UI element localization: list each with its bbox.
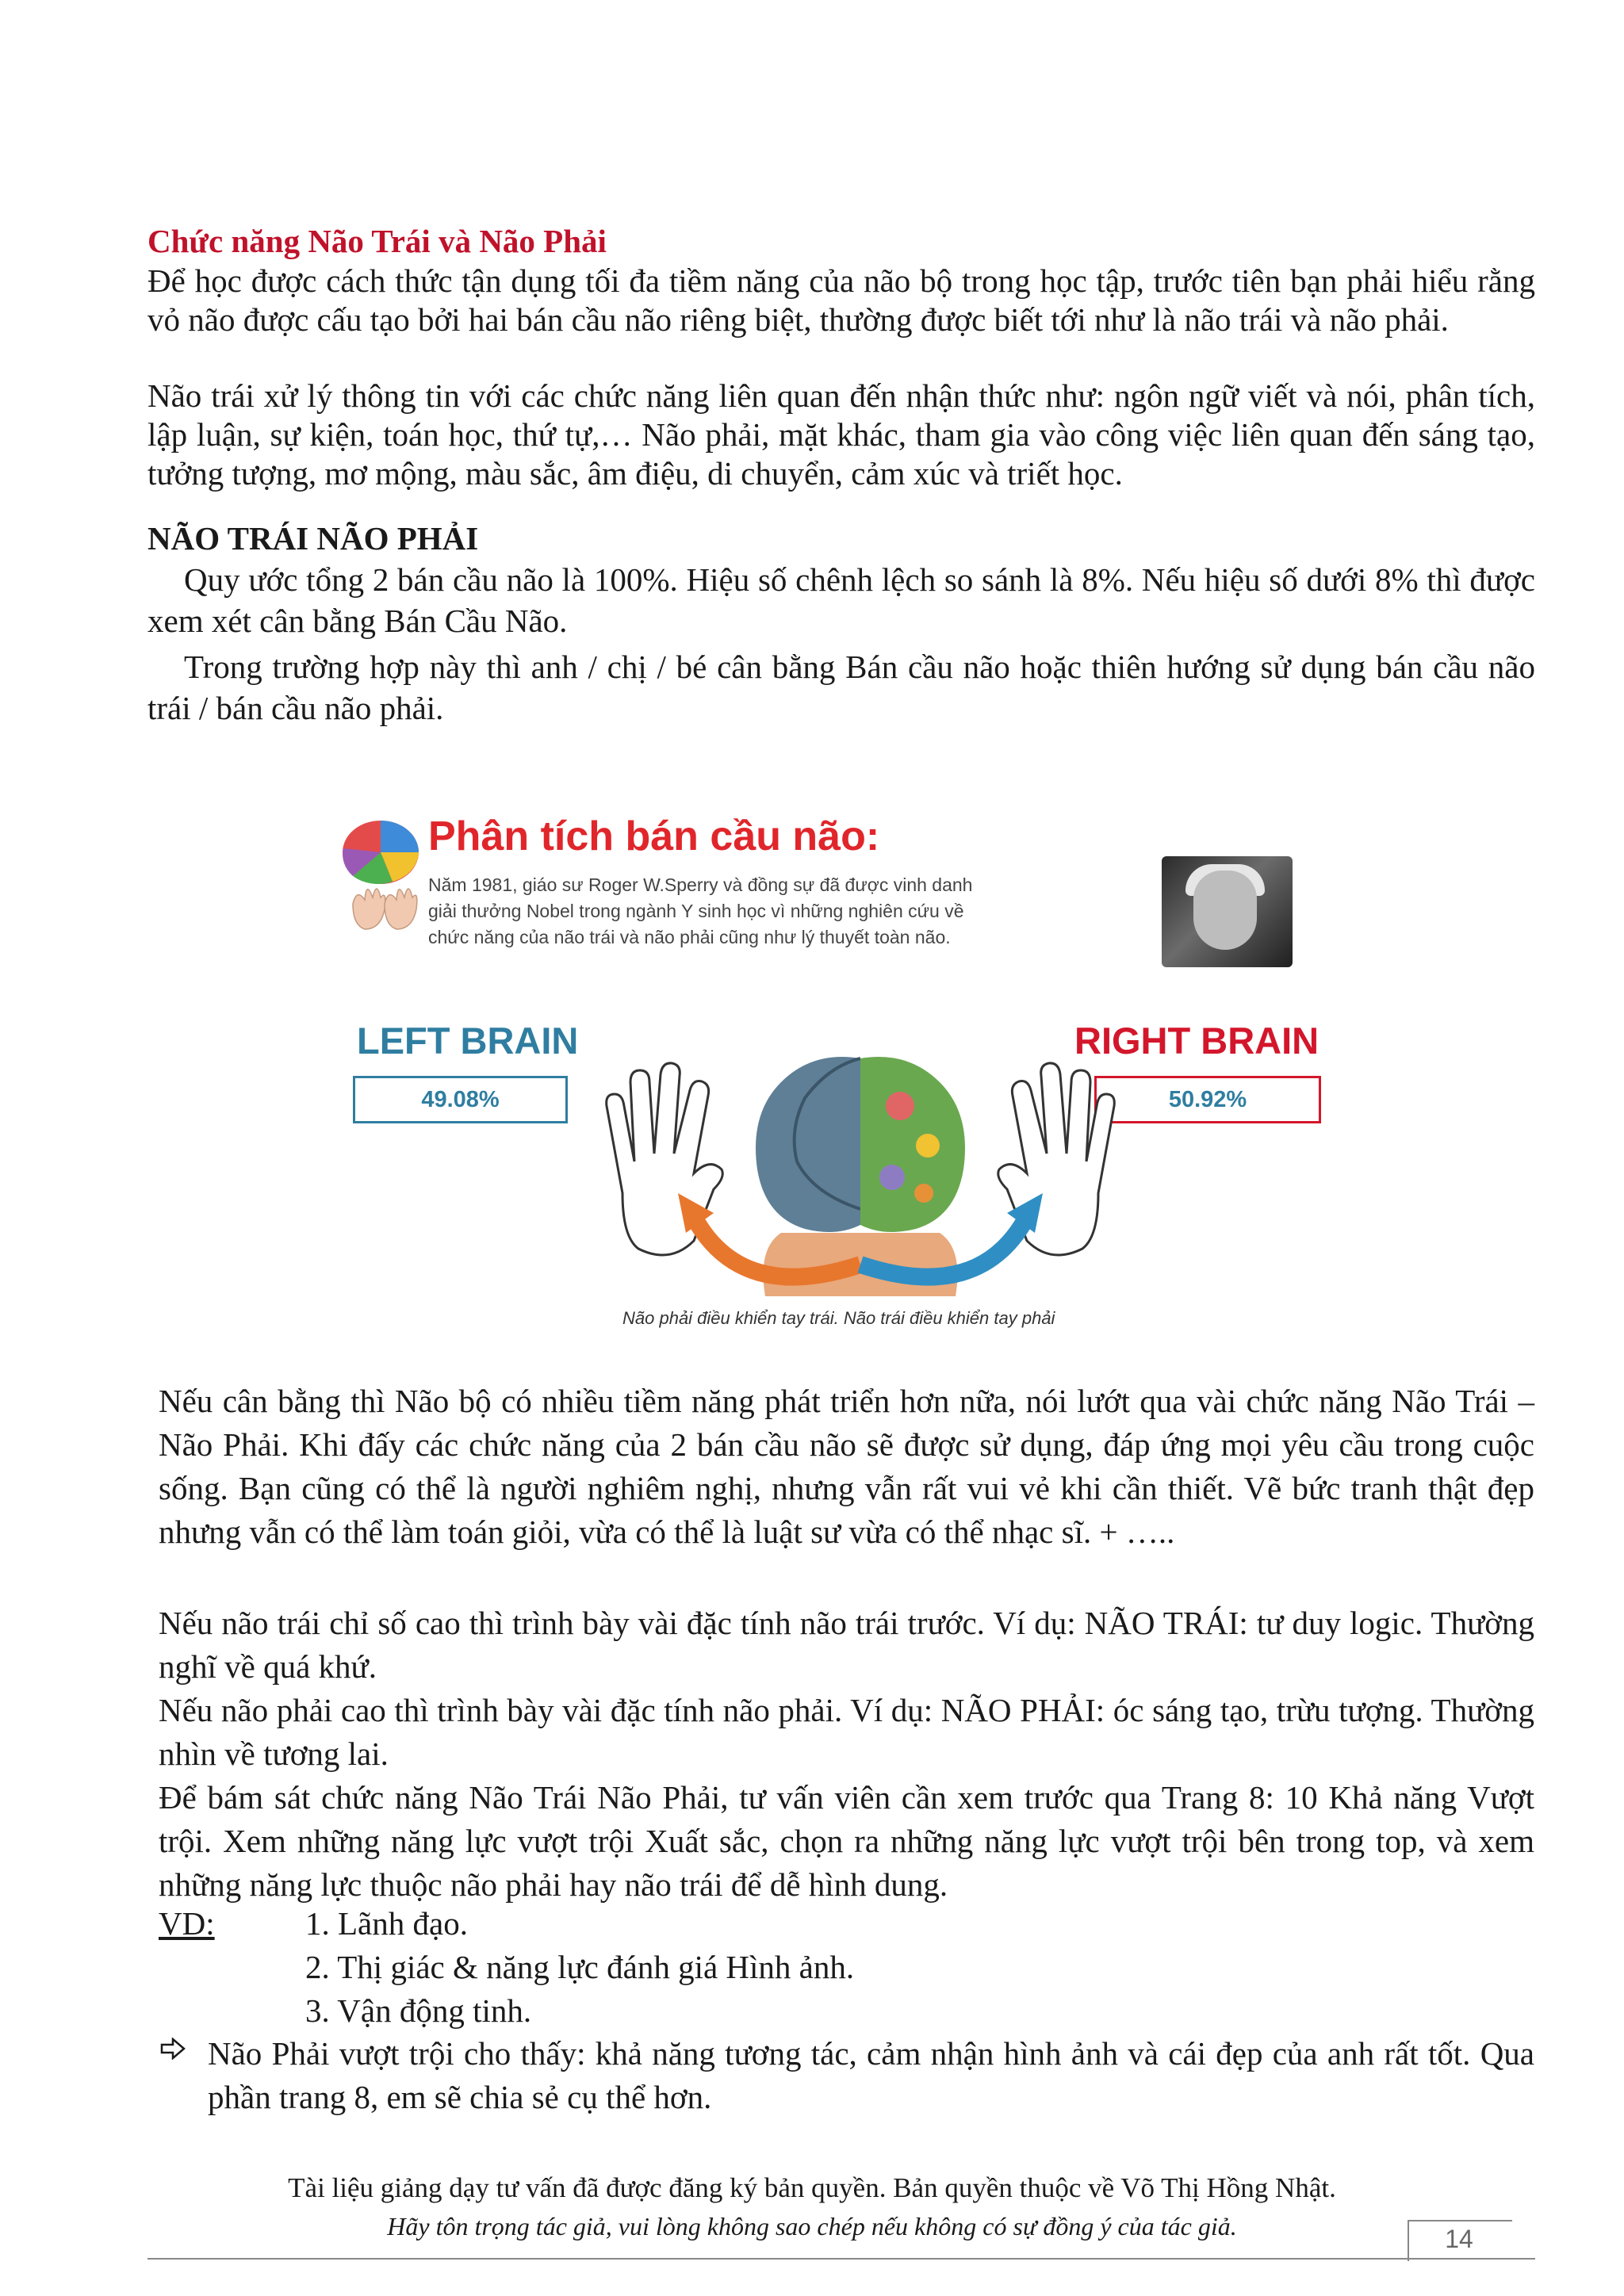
copyright-notice: Tài liệu giảng dạy tư vấn đã được đăng ký bản quyền. Bản quyền thuộc về Võ Thị Hồng Nhật. xyxy=(288,2172,1336,2203)
hands-and-brain-illustration xyxy=(575,1035,1146,1304)
page-number: 14 xyxy=(1445,2225,1473,2253)
example-label: VD: xyxy=(159,1905,215,1942)
section-heading-left-right: NÃO TRÁI NÃO PHẢI xyxy=(147,520,479,557)
left-hand-label: Tay trái xyxy=(630,1203,669,1216)
right-brain-value: 50.92% xyxy=(1094,1076,1321,1123)
paragraph-intro: Để học được cách thức tận dụng tối đa tiềm năng của não bộ trong học tập, trước tiên bạn phải hiểu rằng vỏ não được cấu tạo bởi hai bán cầu não riêng biệt, thường được biết tới như là não trái và não phải. xyxy=(147,262,1535,338)
left-brain-value: 49.08% xyxy=(353,1076,568,1123)
example-item: 2. Thị giác & năng lực đánh giá Hình ảnh. xyxy=(305,1949,855,1985)
paragraph-balanced-brain: Nếu cân bằng thì Não bộ có nhiều tiềm năng phát triển hơn nữa, nói lướt qua vài chức năng Não Trái – Não Phải. Khi đấy các chức năng của 2 bán cầu não sẽ được sử dụng, đáp ứng mọi yêu cầu trong cuộc sống. Bạn cũng có thể là người nghiêm nghị, nhưng vẫn rất vui vẻ khi cần thiết. Vẽ bức tranh thật đẹp nhưng vẫn có thể làm toán giỏi, vừa có thể là luật sư vừa có thể nhạc sĩ. + ….. xyxy=(159,1383,1534,1550)
figure-caption: Não phải điều khiển tay trái. Não trái điều khiển tay phải xyxy=(622,1308,1055,1328)
paragraph-functions: Não trái xử lý thông tin với các chức năng liên quan đến nhận thức như: ngôn ngữ viết và nói, phân tích, lập luận, sự kiện, toán học, thứ tự,… Não phải, mặt khác, tham gia vào công việc liên quan đến sáng tạo, tưởng tượng, mơ mộng, màu sắc, âm điệu, di chuyển, cảm xúc và triết học. xyxy=(147,377,1535,492)
paragraph-balance: Trong trường hợp này thì anh / chị / bé cân bằng Bán cầu não hoặc thiên hướng sử dụng bán cầu não trái / bán cầu não phải. xyxy=(147,649,1535,726)
figure-description: Năm 1981, giáo sư Roger W.Sperry và đồng sự đã được vinh danh giải thưởng Nobel trong ngành Y sinh học vì những nghiên cứu về chức năng của não trái và não phải cũng như lý thuyết toàn não. xyxy=(428,874,973,947)
right-brain-label: RIGHT BRAIN xyxy=(1074,1020,1320,1062)
footer-divider xyxy=(147,2258,1535,2260)
brain-analysis-figure xyxy=(301,797,1411,1352)
paragraph-consultant-guidance: Để bám sát chức năng Não Trái Não Phải, tư vấn viên cần xem trước qua Trang 8: 10 Khả năng Vượt trội. Xem những năng lực vượt trội Xuất sắc, chọn ra những năng lực vượt trội bên trong top, và xem những năng lực thuộc não phải hay não trái để dễ hình dung. xyxy=(159,1779,1534,1903)
right-hand-label: Tay phải xyxy=(1051,1208,1095,1222)
copyright-request: Hãy tôn trọng tác giả, vui lòng không sao chép nếu không có sự đồng ý của tác giả. xyxy=(387,2212,1237,2241)
paragraph-convention: Quy ước tổng 2 bán cầu não là 100%. Hiệu số chênh lệch so sánh là 8%. Nếu hiệu số dưới 8% thì được xem xét cân bằng Bán Cầu Não. xyxy=(147,561,1535,639)
figure-title: Phân tích bán cầu não: xyxy=(428,813,880,859)
example-item: 1. Lãnh đạo. xyxy=(305,1905,468,1942)
paragraph-left-dominant: Nếu não trái chỉ số cao thì trình bày vài đặc tính não trái trước. Ví dụ: NÃO TRÁI: tư duy logic. Thường nghĩ về quá khứ. xyxy=(159,1605,1534,1685)
example-item: 3. Vận động tinh. xyxy=(305,1992,532,2029)
colorful-brain-icon xyxy=(337,817,424,936)
paragraph-right-dominant: Nếu não phải cao thì trình bày vài đặc tính não phải. Ví dụ: NÃO PHẢI: óc sáng tạo, trừu tượng. Thường nhìn về tương lai. xyxy=(159,1692,1534,1772)
professor-portrait-image xyxy=(1162,856,1293,967)
section-heading-brain-functions: Chức năng Não Trái và Não Phải xyxy=(147,223,607,259)
paragraph-conclusion: Não Phải vượt trội cho thấy: khả năng tương tác, cảm nhận hình ảnh và cái đẹp của anh rất tốt. Qua phần trang 8, em sẽ chia sẻ cụ thể hơn. xyxy=(208,2035,1534,2115)
left-brain-label: LEFT BRAIN xyxy=(357,1020,579,1062)
right-arrow-icon xyxy=(160,2038,186,2060)
